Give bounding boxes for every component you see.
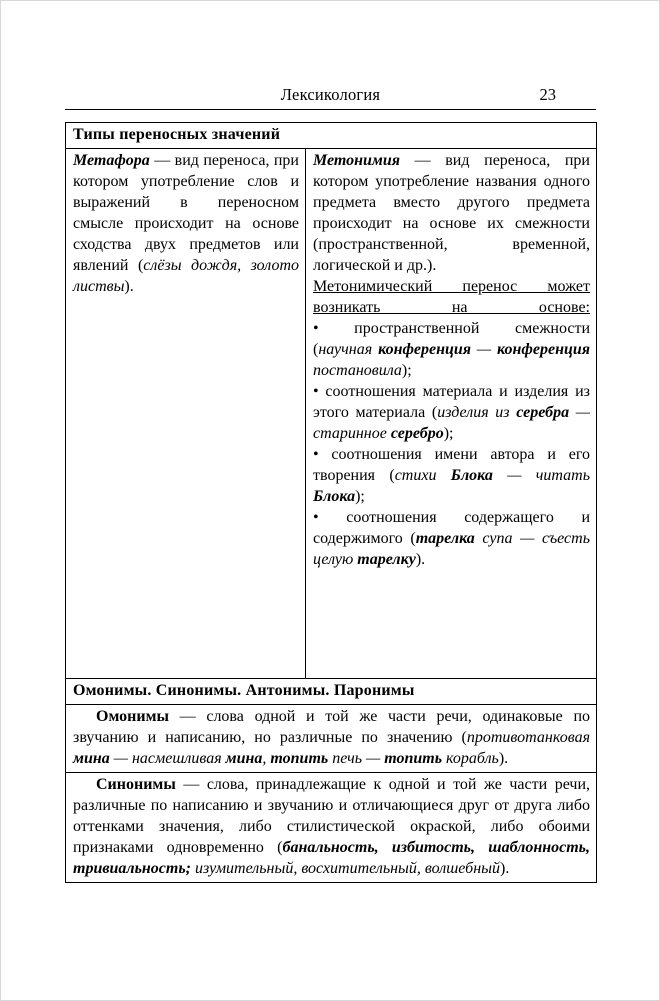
table-row (66, 679, 597, 705)
text-segment: — вид переноса, при котором употребление слов и выражений в переносном смысле происходит на основе сходства двух предметов или явлений ( (73, 152, 299, 274)
table-row (66, 149, 597, 679)
synonyms-definition (73, 774, 590, 879)
text-segment: тарелку (357, 551, 416, 568)
synonyms-cell (66, 773, 597, 883)
running-head (65, 86, 596, 104)
text-segment: • соотношения материала и изделия из этого материала ( (313, 383, 590, 421)
text-segment: Метонимия (313, 152, 401, 169)
text-segment: • пространственной смежности ( (313, 320, 590, 358)
metonymy-basis-item-material (313, 381, 590, 444)
text-segment: корабль (442, 750, 499, 767)
text-segment: серебро (390, 425, 444, 442)
metonymy-basis-item-container (313, 507, 590, 570)
metaphor-definition (73, 150, 299, 297)
text-segment: стихи (394, 467, 451, 484)
text-segment: топить (384, 750, 443, 767)
text-segment: топить (270, 750, 329, 767)
text-segment: — насмешливая (109, 750, 226, 767)
header-rule (65, 109, 596, 110)
table-row (66, 773, 597, 883)
text-segment: • соотношения имени автора и его творения ( (313, 446, 590, 484)
text-segment: супа — съесть целую (313, 530, 590, 568)
text-segment: ); (355, 488, 365, 505)
metonymy-basis-item-author (313, 444, 590, 507)
text-segment: — (362, 750, 385, 767)
text-segment: • соотношения содержащего и содержимого ( (313, 509, 590, 547)
page-number: 23 (539, 85, 556, 104)
text-segment: ). (124, 278, 134, 295)
text-segment: банальность, избитость, шаблонность, тривиальность; (73, 839, 590, 877)
homonyms-cell (66, 705, 597, 773)
text-segment: Блока (450, 467, 493, 484)
text-segment: конференция (378, 341, 472, 358)
text-segment: ). (498, 750, 509, 767)
text-segment: научная (318, 341, 379, 358)
text-segment: Метонимический перенос может возникать на основе: (313, 278, 590, 316)
text-segment: мина (73, 750, 110, 767)
text-segment: ). (415, 551, 426, 568)
table-row (66, 123, 597, 149)
text-segment: — слова одной и той же части речи, одинаковые по звучанию и написанию, но различные по значению ( (73, 708, 590, 746)
table-row (66, 705, 597, 773)
metaphor-cell (66, 149, 306, 679)
text-segment: серебра (516, 404, 570, 421)
text-segment: ); (401, 362, 412, 379)
text-segment: постановила (313, 362, 402, 379)
metonymy-basis-item-spatial (313, 318, 590, 381)
metonymy-cell (306, 149, 597, 679)
text-segment: слёзы дождя, золото листвы (73, 257, 299, 295)
text-segment: противотанковая (466, 729, 590, 746)
metonymy-definition (313, 150, 590, 276)
text-segment: мина (225, 750, 263, 767)
text-segment: изумительный, восхитительный, волшебный (190, 860, 500, 877)
lexicology-table (65, 122, 597, 883)
text-segment: Омонимы (96, 708, 169, 725)
text-segment: — вид переноса, при котором употребление названия одного предмета вместо другого предмета происходит на основе их смежности (пространственной, временной, логической и др.). (313, 152, 590, 274)
text-segment: ); (443, 425, 454, 442)
text-segment: изделия из (437, 404, 517, 421)
text-segment: Метафора (73, 152, 150, 169)
text-segment: ). (500, 860, 510, 877)
text-segment: — (471, 341, 498, 358)
section-title-homonyms-synonyms: Омонимы. Синонимы. Антонимы. Паронимы (66, 679, 597, 705)
text-segment: — читать (492, 467, 590, 484)
text-segment: — старинное (313, 404, 590, 442)
text-segment: конференция (497, 341, 590, 358)
metonymy-basis-heading (313, 276, 590, 318)
homonyms-definition (73, 706, 590, 769)
text-segment: печь (328, 750, 363, 767)
text-segment: , (262, 750, 271, 767)
text-segment: Синонимы (96, 776, 176, 793)
text-segment: Блока (313, 488, 356, 505)
text-segment: — слова, принадлежащие к одной и той же части речи, различные по написанию и звучанию и отличающиеся друг от друга либо оттенками значения, либо стилистической окраской, либо обоими признаками одновременно ( (73, 776, 590, 856)
chapter-title: Лексикология (280, 85, 381, 104)
text-segment: тарелка (415, 530, 475, 547)
section-title-transfer-types: Типы переносных значений (66, 123, 597, 149)
